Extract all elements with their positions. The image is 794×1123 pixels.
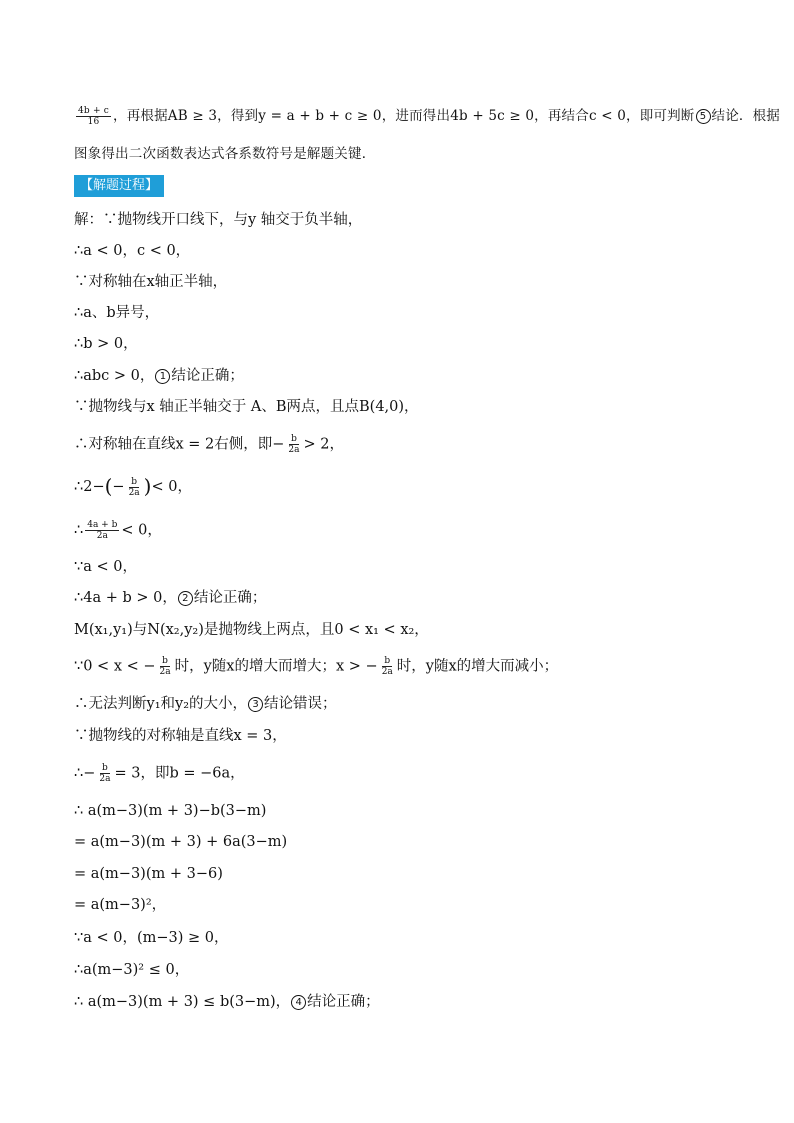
solution-line-7: ∵抛物线与x 轴正半轴交于 A、B两点，且点B(4,0)， xyxy=(74,399,419,415)
solution-line-13: M(x₁,y₁)与N(x₂,y₂)是抛物线上两点，且0 < x₁ < x₂， xyxy=(74,622,429,638)
solution-line-6: ∴abc > 0， 1 结论正确； xyxy=(74,368,244,384)
solution-line-24: ∴ a(m−3)(m + 3) ≤ b(3−m)， 4 结论正确； xyxy=(74,994,380,1010)
circled-number: 1 xyxy=(155,369,170,384)
section-badge: 【解题过程】 xyxy=(74,175,164,197)
solution-line-20: = a(m−3)(m + 3−6) xyxy=(74,866,223,882)
solution-line-21: = a(m−3)²， xyxy=(74,897,167,913)
solution-line-4: ∴a、b异号， xyxy=(74,305,160,321)
solution-line-5: ∴b > 0， xyxy=(74,336,138,352)
solution-line-10: ∴ $\frac{4a + b}{2a}$ < 0， xyxy=(74,520,162,541)
fraction: $\frac{b}{2a}$ xyxy=(288,434,300,455)
circled-number: 2 xyxy=(178,591,193,606)
solution-line-1: 解：∵抛物线开口线下，与y 轴交于负半轴， xyxy=(74,212,363,228)
fraction: $\frac{b}{2a}$ xyxy=(128,476,140,498)
fraction: $\frac{b}{2a}$ xyxy=(99,763,111,784)
fraction: $\frac{b}{2a}$ xyxy=(159,656,171,677)
solution-line-2: ∴a < 0，c < 0， xyxy=(74,243,191,259)
solution-line-9: ∴2−(− $\frac{b}{2a}$ )< 0， xyxy=(74,474,192,498)
solution-line-23: ∴a(m−3)² ≤ 0， xyxy=(74,962,190,978)
solution-line-11: ∵a < 0， xyxy=(74,559,137,575)
solution-line-17: ∴− $\frac{b}{2a}$ = 3，即b = −6a， xyxy=(74,763,245,784)
solution-line-18: ∴ a(m−3)(m + 3)−b(3−m) xyxy=(74,803,267,819)
solution-line-22: ∵a < 0，(m−3) ≥ 0， xyxy=(74,930,229,946)
circled-number: 3 xyxy=(248,697,263,712)
solution-line-16: ∵抛物线的对称轴是直线x = 3， xyxy=(74,728,287,744)
fraction: $\frac{4b + c}{16}$ xyxy=(78,106,109,127)
intro-line-1: $\frac{4b + c}{16}$ ，再根据AB ≥ 3，得到y = a + b + c ≥ 0，进而得出4b + 5c ≥ 0，再结合c < 0，即可判断 5 结论．根据 xyxy=(78,106,780,127)
fraction: $\frac{b}{2a}$ xyxy=(381,656,393,677)
solution-line-19: = a(m−3)(m + 3) + 6a(3−m) xyxy=(74,834,288,850)
solution-line-8: ∴对称轴在直线x = 2右侧，即− $\frac{b}{2a}$ > 2， xyxy=(74,434,344,455)
solution-line-3: ∵对称轴在x轴正半轴， xyxy=(74,274,228,290)
circled-number: 4 xyxy=(291,995,306,1010)
fraction: $\frac{4a + b}{2a}$ xyxy=(87,520,118,541)
solution-line-14: ∵0 < x < − $\frac{b}{2a}$ 时，y随x的增大而增大；x > − $\frac{b}{2a}$ 时，y随x的增大而减小； xyxy=(74,656,559,677)
intro-line-2: 图象得出二次函数表达式各系数符号是解题关键． xyxy=(74,146,376,162)
solution-line-15: ∴无法判断y₁和y₂的大小， 3 结论错误； xyxy=(74,696,337,712)
solution-line-12: ∴4a + b > 0， 2 结论正确； xyxy=(74,590,267,606)
circled-number: 5 xyxy=(696,109,711,124)
